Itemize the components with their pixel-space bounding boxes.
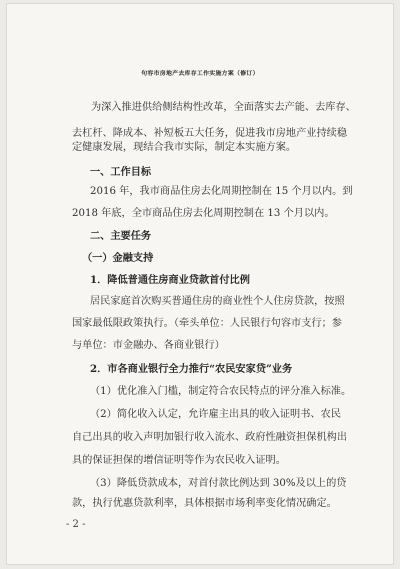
item-2-line-4: 具的保证担保的增信证明等作为农民收入证明。	[72, 455, 286, 466]
item-1-heading: 1．降低普通住房商业贷款首付比例	[90, 274, 250, 286]
item-1-line-2: 国家最低限政策执行。（牵头单位：人民银行句容市支行；参	[72, 318, 342, 329]
section-2-heading: 二、主要任务	[90, 230, 152, 242]
section-1-line-2: 2018 年底，全市商品住房去化周期控制在 13 个月以内。	[72, 208, 335, 219]
document-title: 句容市房地产去库存工作实施方案（修订）	[141, 70, 259, 77]
subsection-heading: （一）金融支持	[82, 252, 154, 264]
item-2-line-6: 款，执行优惠贷款利率，具体根据市场利率变化情况确定。	[72, 498, 337, 509]
item-2-line-3: 自己出具的收入声明加银行收入流水、政府性融资担保机构出	[72, 432, 348, 443]
section-1-heading: 一、工作目标	[90, 166, 152, 178]
intro-line-1: 为深入推进供给侧结构性改革，全面落实去产能、去库存、	[91, 102, 356, 113]
item-1-line-3: 与单位：市金融办、各商业银行）	[72, 340, 225, 351]
item-2-line-2: （2）简化收入认定，允许雇主出具的收入证明书、农民	[90, 409, 341, 420]
document-page	[6, 3, 394, 565]
item-2-line-1: （1）优化准入门槛，制定符合农民特点的评分准入标准。	[90, 386, 352, 397]
page-number: - 2 -	[66, 519, 86, 530]
item-2-line-5: （3）降低贷款成本，对首付款比例达到 30%及以上的贷	[90, 478, 347, 489]
item-2-heading: 2．市各商业银行全力推行“农民安家贷”业务	[90, 363, 293, 375]
intro-line-3: 定健康发展，现结合我市实际，制定本实施方案。	[72, 142, 297, 153]
intro-line-2: 去杠杆、降成本、补短板五大任务，促进我市房地产业持续稳	[72, 128, 348, 139]
section-1-line-1: 2016 年，我市商品住房去化周期控制在 15 个月以内。到	[90, 186, 353, 197]
item-1-line-1: 居民家庭首次购买普通住房的商业性个人住房贷款，按照	[90, 296, 345, 307]
